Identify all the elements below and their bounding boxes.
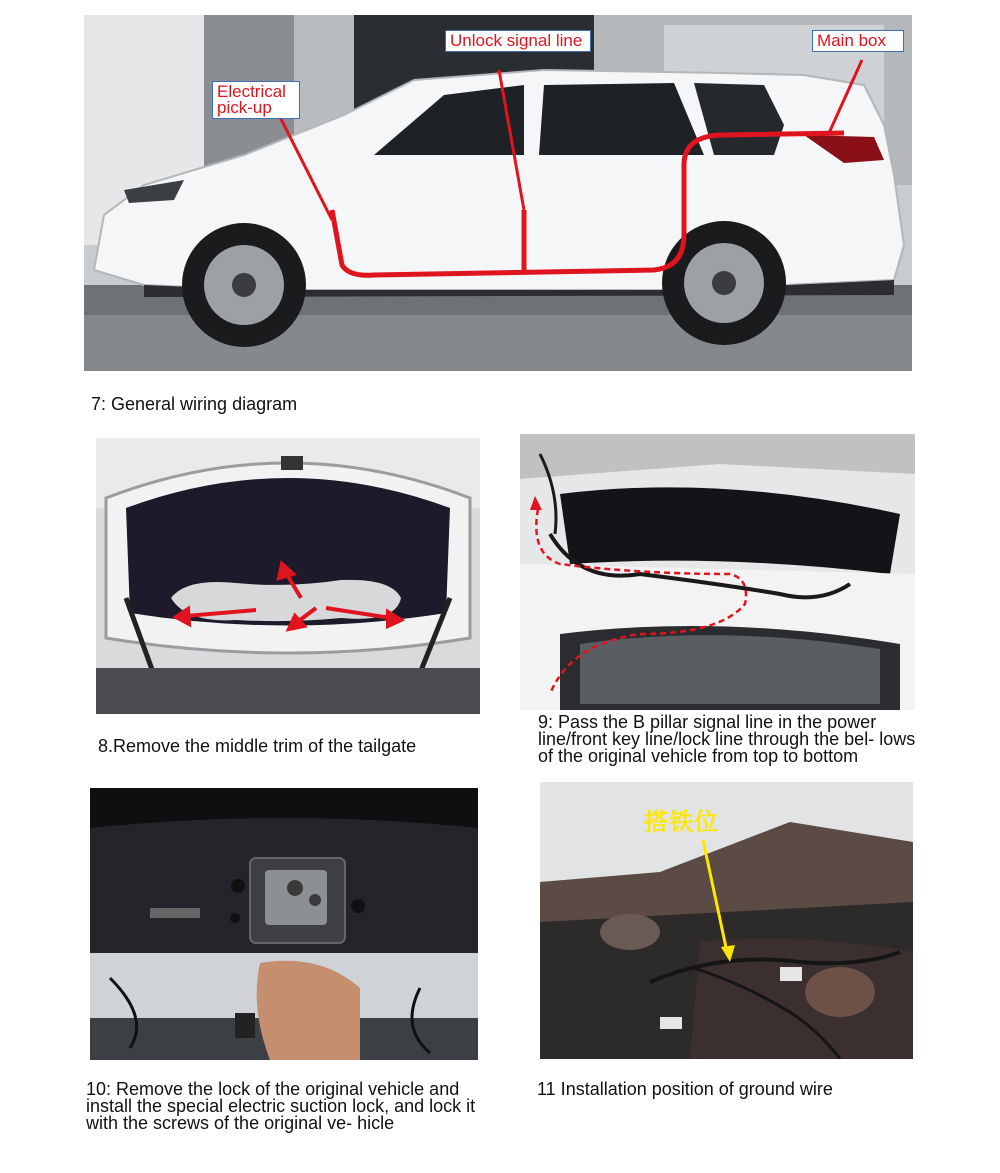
caption-step-8: 8.Remove the middle trim of the tailgate (98, 736, 417, 756)
caption-step-7: 7: General wiring diagram (91, 394, 298, 414)
ground-wire-photo (540, 782, 913, 1059)
tailgate-trim-photo (96, 438, 480, 714)
callout-main-box: Main box (812, 30, 904, 52)
car-wiring-photo (84, 15, 912, 371)
suction-lock-photo (90, 788, 478, 1060)
caption-step-9: 9: Pass the B pillar signal line in the power line/front key line/lock line through the bel- lows of the original vehicle from top to bottom (538, 712, 916, 766)
callout-electrical-pickup: Electrical pick-up (212, 81, 300, 119)
caption-step-10: 10: Remove the lock of the original vehicle and install the special electric suction lock, and lock it with the screws of the original ve- hicle (86, 1079, 476, 1133)
callout-unlock-signal-line: Unlock signal line (445, 30, 591, 52)
ground-position-label: 搭铁位 (644, 808, 719, 836)
caption-step-11: 11 Installation position of ground wire (537, 1079, 833, 1099)
bellows-routing-photo (520, 434, 915, 710)
